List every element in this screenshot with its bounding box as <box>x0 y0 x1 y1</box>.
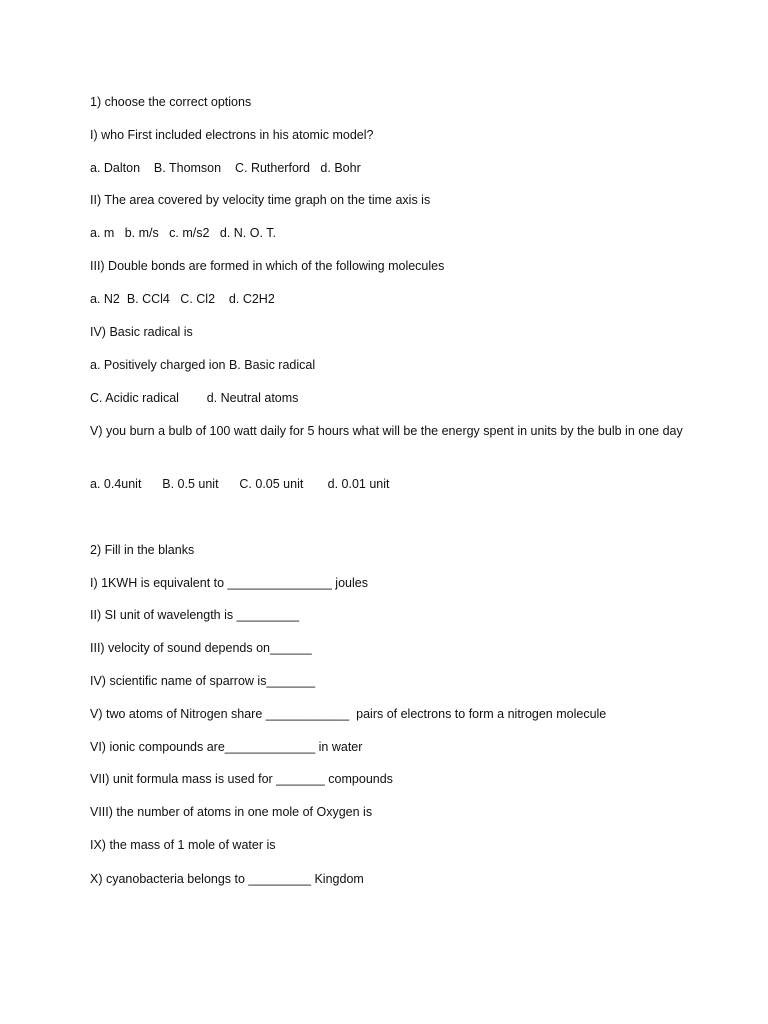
question-1-options: a. Dalton B. Thomson C. Rutherford d. Bohr <box>90 161 361 175</box>
question-3: III) Double bonds are formed in which of the following molecules <box>90 259 445 273</box>
blank-item: I) 1KWH is equivalent to _______________ joules <box>90 576 368 590</box>
question-2: II) The area covered by velocity time graph on the time axis is <box>90 193 431 207</box>
section2-heading: 2) Fill in the blanks <box>90 543 195 557</box>
question-4: IV) Basic radical is <box>90 325 193 339</box>
blank-item: III) velocity of sound depends on______ <box>90 641 312 655</box>
blank-item: V) two atoms of Nitrogen share ____________ pairs of electrons to form a nitrogen molecule <box>90 707 607 721</box>
blank-item: II) SI unit of wavelength is _________ <box>90 608 300 622</box>
question-5-options: a. 0.4unit B. 0.5 unit C. 0.05 unit d. 0.01 unit <box>90 477 390 491</box>
blank-item: VIII) the number of atoms in one mole of Oxygen is <box>90 805 373 819</box>
question-5: V) you burn a bulb of 100 watt daily for 5 hours what will be the energy spent in units by the bulb in one day <box>90 424 683 438</box>
question-4-options-line2: C. Acidic radical d. Neutral atoms <box>90 391 299 405</box>
section1-heading: 1) choose the correct options <box>90 95 252 109</box>
question-1: I) who First included electrons in his atomic model? <box>90 128 374 142</box>
blank-item: VII) unit formula mass is used for _______ compounds <box>90 772 393 786</box>
question-3-options: a. N2 B. CCl4 C. Cl2 d. C2H2 <box>90 292 275 306</box>
blank-item: X) cyanobacteria belongs to _________ Kingdom <box>90 872 364 886</box>
blank-item: IV) scientific name of sparrow is_______ <box>90 674 316 688</box>
question-2-options: a. m b. m/s c. m/s2 d. N. O. T. <box>90 226 276 240</box>
blank-item: VI) ionic compounds are_____________ in water <box>90 740 363 754</box>
question-4-options-line1: a. Positively charged ion B. Basic radical <box>90 358 316 372</box>
blank-item: IX) the mass of 1 mole of water is <box>90 838 276 852</box>
